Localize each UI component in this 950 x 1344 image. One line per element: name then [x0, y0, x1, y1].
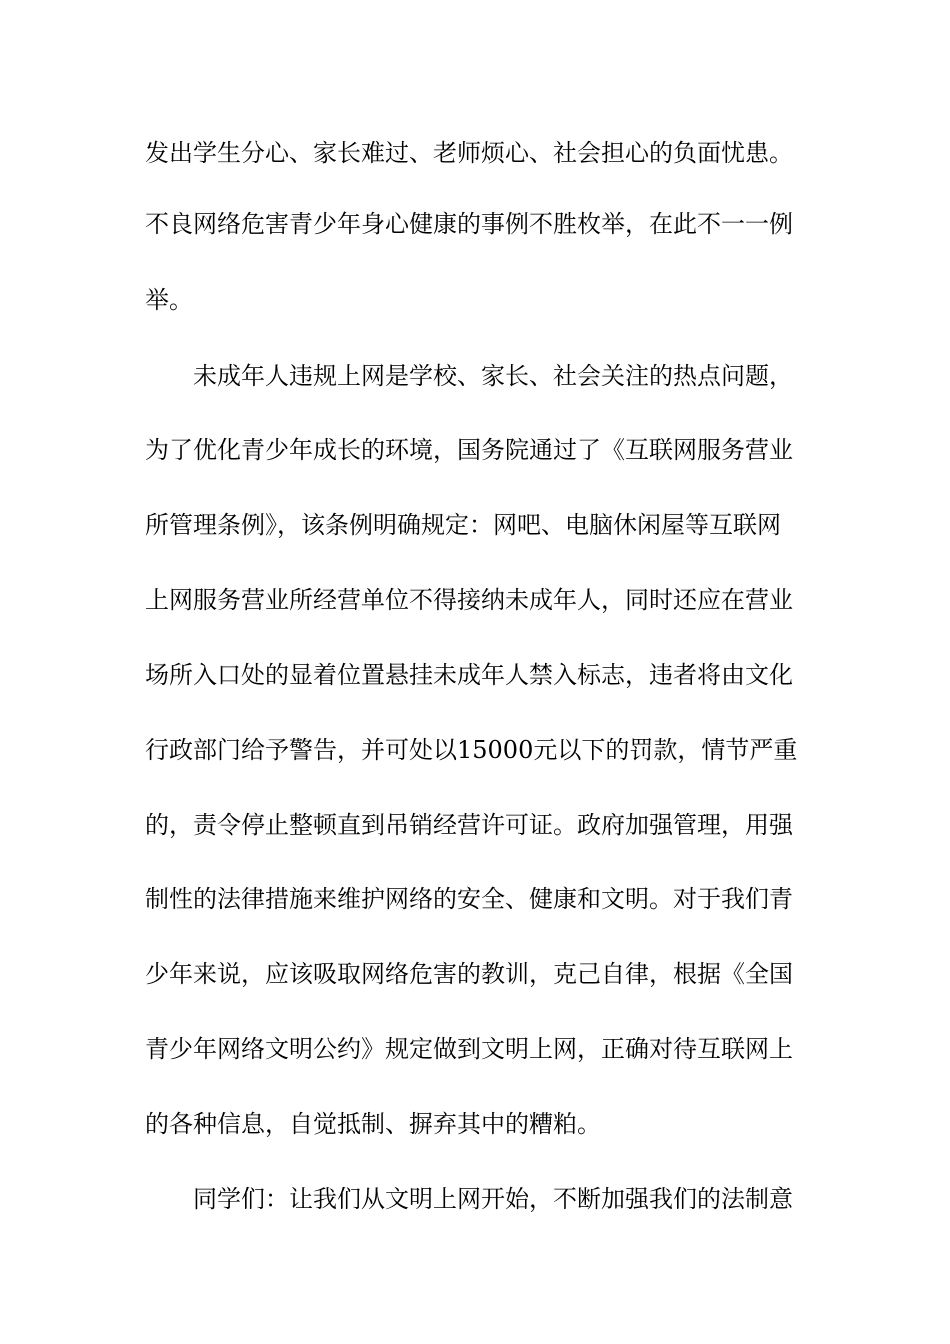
text-line: 场所入口处的显着位置悬挂未成年人禁入标志，违者将由文化: [145, 661, 793, 689]
text-line: 举。: [145, 286, 193, 314]
text-line: 所管理条例》，该条例明确规定：网吧、电脑休闲屋等互联网: [145, 511, 781, 539]
text-line: 行政部门给予警告，并可处以15000元以下的罚款，情节严重: [145, 736, 798, 764]
text-line: 少年来说，应该吸取网络危害的教训，克己自律，根据《全国: [145, 960, 793, 988]
paragraph-first-line: 未成年人违规上网是学校、家长、社会关注的热点问题，: [193, 362, 793, 390]
text-line: 不良网络危害青少年身心健康的事例不胜枚举，在此不一一例: [145, 210, 793, 238]
text-line: 制性的法律措施来维护网络的安全、健康和文明。对于我们青: [145, 885, 793, 913]
text-line: 青少年网络文明公约》规定做到文明上网，正确对待互联网上: [145, 1035, 793, 1063]
text-line: 的，责令停止整顿直到吊销经营许可证。政府加强管理，用强: [145, 811, 793, 839]
text-line: 为了优化青少年成长的环境，国务院通过了《互联网服务营业: [145, 436, 793, 464]
paragraph-first-line: 同学们：让我们从文明上网开始，不断加强我们的法制意: [193, 1185, 793, 1213]
text-line: 发出学生分心、家长难过、老师烦心、社会担心的负面忧患。: [145, 139, 793, 167]
text-line: 的各种信息，自觉抵制、摒弃其中的糟粕。: [145, 1110, 601, 1138]
text-line: 上网服务营业所经营单位不得接纳未成年人，同时还应在营业: [145, 586, 793, 614]
